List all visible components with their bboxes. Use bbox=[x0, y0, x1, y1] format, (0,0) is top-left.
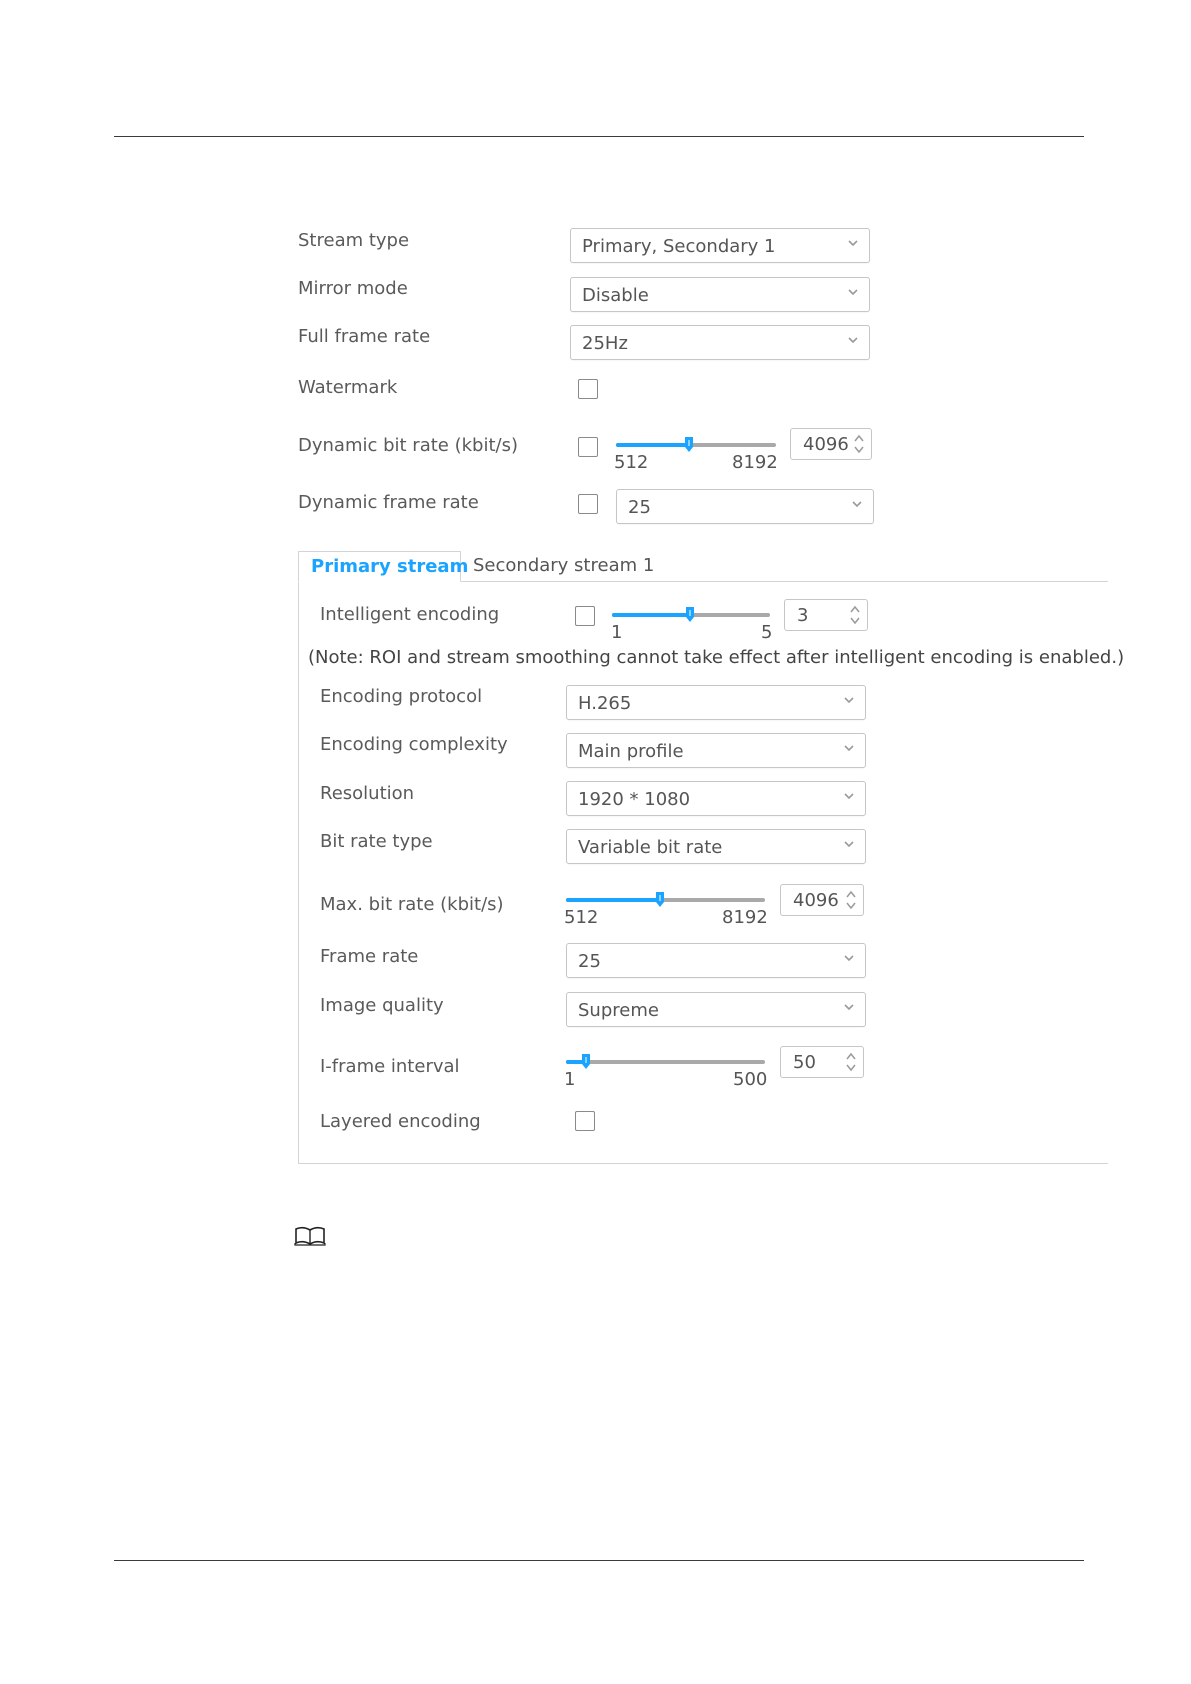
tab-primary-stream-label: Primary stream bbox=[311, 556, 469, 577]
spinner-arrows-icon[interactable] bbox=[849, 604, 861, 626]
intelligent-encoding-value: 3 bbox=[797, 605, 809, 626]
max-bit-rate-min: 512 bbox=[564, 907, 599, 928]
stream-type-label: Stream type bbox=[298, 230, 410, 251]
full-frame-rate-label: Full frame rate bbox=[298, 326, 431, 347]
encoding-protocol-select[interactable] bbox=[566, 685, 866, 720]
encoding-complexity-value: Main profile bbox=[578, 741, 684, 762]
mirror-mode-label: Mirror mode bbox=[298, 278, 408, 299]
dynamic-bit-rate-max: 8192 bbox=[732, 452, 778, 473]
slider-thumb[interactable] bbox=[581, 1053, 591, 1070]
slider-thumb[interactable] bbox=[684, 436, 694, 453]
encoding-complexity-label: Encoding complexity bbox=[320, 734, 508, 755]
frame-rate-value: 25 bbox=[578, 951, 601, 972]
encoding-protocol-value: H.265 bbox=[578, 693, 632, 714]
resolution-label: Resolution bbox=[320, 783, 415, 804]
chevron-down-icon bbox=[847, 236, 859, 250]
chevron-down-icon bbox=[851, 497, 863, 511]
chevron-down-icon bbox=[843, 1000, 855, 1014]
iframe-interval-value: 50 bbox=[793, 1052, 816, 1073]
tab-secondary-stream-1[interactable]: Secondary stream 1 bbox=[473, 555, 655, 576]
spinner-arrows-icon[interactable] bbox=[845, 889, 857, 911]
dynamic-bit-rate-checkbox[interactable] bbox=[578, 437, 598, 457]
resolution-value: 1920 * 1080 bbox=[578, 789, 691, 810]
full-frame-rate-value: 25Hz bbox=[582, 333, 628, 354]
frame-rate-select[interactable] bbox=[566, 943, 866, 978]
stream-type-value: Primary, Secondary 1 bbox=[582, 236, 776, 257]
image-quality-label: Image quality bbox=[320, 995, 444, 1016]
layered-encoding-label: Layered encoding bbox=[320, 1111, 481, 1132]
frame-rate-label: Frame rate bbox=[320, 946, 419, 967]
bit-rate-type-select[interactable] bbox=[566, 829, 866, 864]
chevron-down-icon bbox=[847, 285, 859, 299]
image-quality-select[interactable] bbox=[566, 992, 866, 1027]
intelligent-encoding-max: 5 bbox=[761, 622, 773, 643]
intelligent-encoding-slider[interactable] bbox=[612, 613, 770, 617]
dynamic-bit-rate-label: Dynamic bit rate (kbit/s) bbox=[298, 435, 518, 456]
book-icon bbox=[294, 1226, 326, 1246]
slider-thumb[interactable] bbox=[685, 606, 695, 623]
bit-rate-type-value: Variable bit rate bbox=[578, 837, 723, 858]
dynamic-bit-rate-slider[interactable] bbox=[616, 443, 776, 447]
chevron-down-icon bbox=[843, 837, 855, 851]
intelligent-encoding-checkbox[interactable] bbox=[575, 606, 595, 626]
iframe-interval-max: 500 bbox=[733, 1069, 768, 1090]
stream-type-select[interactable] bbox=[570, 228, 870, 263]
iframe-interval-min: 1 bbox=[564, 1069, 576, 1090]
chevron-down-icon bbox=[847, 333, 859, 347]
spinner-arrows-icon[interactable] bbox=[845, 1051, 857, 1073]
dynamic-bit-rate-min: 512 bbox=[614, 452, 649, 473]
iframe-interval-slider[interactable] bbox=[566, 1060, 765, 1064]
max-bit-rate-input[interactable] bbox=[780, 884, 864, 916]
dynamic-frame-rate-label: Dynamic frame rate bbox=[298, 492, 479, 513]
max-bit-rate-label: Max. bit rate (kbit/s) bbox=[320, 894, 504, 915]
max-bit-rate-value: 4096 bbox=[793, 890, 839, 911]
header-rule bbox=[114, 136, 1084, 137]
mirror-mode-select[interactable] bbox=[570, 277, 870, 312]
intelligent-encoding-note: (Note: ROI and stream smoothing cannot take effect after intelligent encoding is enabled.) bbox=[308, 647, 1125, 668]
tab-primary-stream[interactable] bbox=[298, 551, 469, 582]
watermark-checkbox[interactable] bbox=[578, 379, 598, 399]
chevron-down-icon bbox=[843, 789, 855, 803]
dynamic-bit-rate-input[interactable] bbox=[790, 428, 872, 460]
tab-strip-divider bbox=[461, 581, 1108, 582]
iframe-interval-input[interactable] bbox=[780, 1046, 864, 1078]
encoding-protocol-label: Encoding protocol bbox=[320, 686, 483, 707]
max-bit-rate-slider[interactable] bbox=[566, 898, 765, 902]
image-quality-value: Supreme bbox=[578, 1000, 659, 1021]
chevron-down-icon bbox=[843, 693, 855, 707]
layered-encoding-checkbox[interactable] bbox=[575, 1111, 595, 1131]
footer-rule bbox=[114, 1560, 1084, 1561]
bit-rate-type-label: Bit rate type bbox=[320, 831, 433, 852]
chevron-down-icon bbox=[843, 951, 855, 965]
slider-thumb[interactable] bbox=[655, 891, 665, 908]
intelligent-encoding-label: Intelligent encoding bbox=[320, 604, 500, 625]
resolution-select[interactable] bbox=[566, 781, 866, 816]
dynamic-bit-rate-value: 4096 bbox=[803, 434, 849, 455]
dynamic-frame-rate-select[interactable] bbox=[616, 489, 874, 524]
iframe-interval-label: I-frame interval bbox=[320, 1056, 460, 1077]
intelligent-encoding-min: 1 bbox=[611, 622, 623, 643]
mirror-mode-value: Disable bbox=[582, 285, 649, 306]
chevron-down-icon bbox=[843, 741, 855, 755]
dynamic-frame-rate-checkbox[interactable] bbox=[578, 494, 598, 514]
watermark-label: Watermark bbox=[298, 377, 398, 398]
spinner-arrows-icon[interactable] bbox=[853, 433, 865, 455]
full-frame-rate-select[interactable] bbox=[570, 325, 870, 360]
encoding-complexity-select[interactable] bbox=[566, 733, 866, 768]
dynamic-frame-rate-value: 25 bbox=[628, 497, 651, 518]
intelligent-encoding-input[interactable] bbox=[784, 599, 868, 631]
max-bit-rate-max: 8192 bbox=[722, 907, 768, 928]
